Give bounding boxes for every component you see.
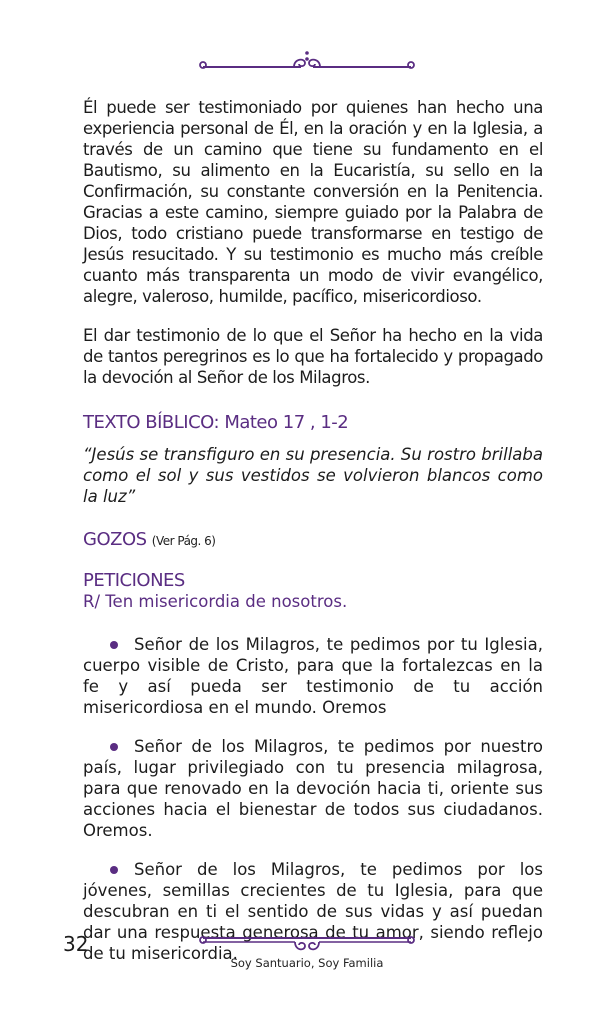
biblical-heading: TEXTO BÍBLICO: Mateo 17 , 1-2 <box>83 412 349 433</box>
page-content <box>83 97 543 964</box>
bullet-icon <box>110 866 118 874</box>
intro-paragraph-2: El dar testimonio de lo que el Señor ha hecho en la vida de tantos peregrinos es lo que ha fortalecido y propagado la devoción al Señor de los Milagros. <box>83 326 543 387</box>
page-number: 32 <box>63 932 89 956</box>
peticion-text: Señor de los Milagros, te pedimos por los jóvenes, semillas crecientes de tu Iglesia, para que descubran en ti el sentido de sus vidas y así puedan dar una respuesta generosa de tu amor, siendo reflejo de tu misericordia. <box>83 860 543 963</box>
peticion-item <box>83 634 543 718</box>
top-ornament <box>197 48 417 74</box>
peticiones-response: R/ Ten misericordia de nosotros. <box>83 592 348 611</box>
peticion-text: Señor de los Milagros, te pedimos por tu Iglesia, cuerpo visible de Cristo, para que la fortalezcas en la fe y así pueda ser testimonio de tu acción misericordiosa en el mundo. Oremos <box>83 635 543 717</box>
bullet-icon <box>110 743 118 751</box>
bottom-ornament <box>197 930 417 956</box>
gozos-page-note: (Ver Pág. 6) <box>151 534 216 548</box>
peticion-item <box>83 736 543 841</box>
intro-paragraph-1: Él puede ser testimoniado por quienes han hecho una experiencia personal de Él, en la oración y en la Iglesia, a través de un camino que tiene su fundamento en el Bautismo, su alimento en la Eucaristía, su sello en la Confirmación, su constante conversión en la Penitencia. Gracias a este camino, siempre guiado por la Palabra de Dios, todo cristiano puede transformarse en testigo de Jesús resucitado. Y su testimonio es mucho más creíble cuanto más transparenta un modo de vivir evangélico, alegre, valeroso, humilde, pacífico, misericordioso. <box>83 98 543 306</box>
peticion-text: Señor de los Milagros, te pedimos por nuestro país, lugar privilegiado con tu presencia milagrosa, para que renovado en la devoción hacia ti, oriente sus acciones hacia el bienestar de todos sus ciudadanos. Oremos. <box>83 737 543 840</box>
gozos-title: GOZOS <box>83 529 147 550</box>
footer-text: Soy Santuario, Soy Familia <box>230 956 384 970</box>
bullet-icon <box>110 641 118 649</box>
peticiones-heading: PETICIONES <box>83 570 185 591</box>
gozos-heading <box>83 529 543 552</box>
biblical-quote: “Jesús se transfiguro en su presencia. Su rostro brillaba como el sol y sus vestidos se volvieron blancos como la luz” <box>83 445 543 506</box>
